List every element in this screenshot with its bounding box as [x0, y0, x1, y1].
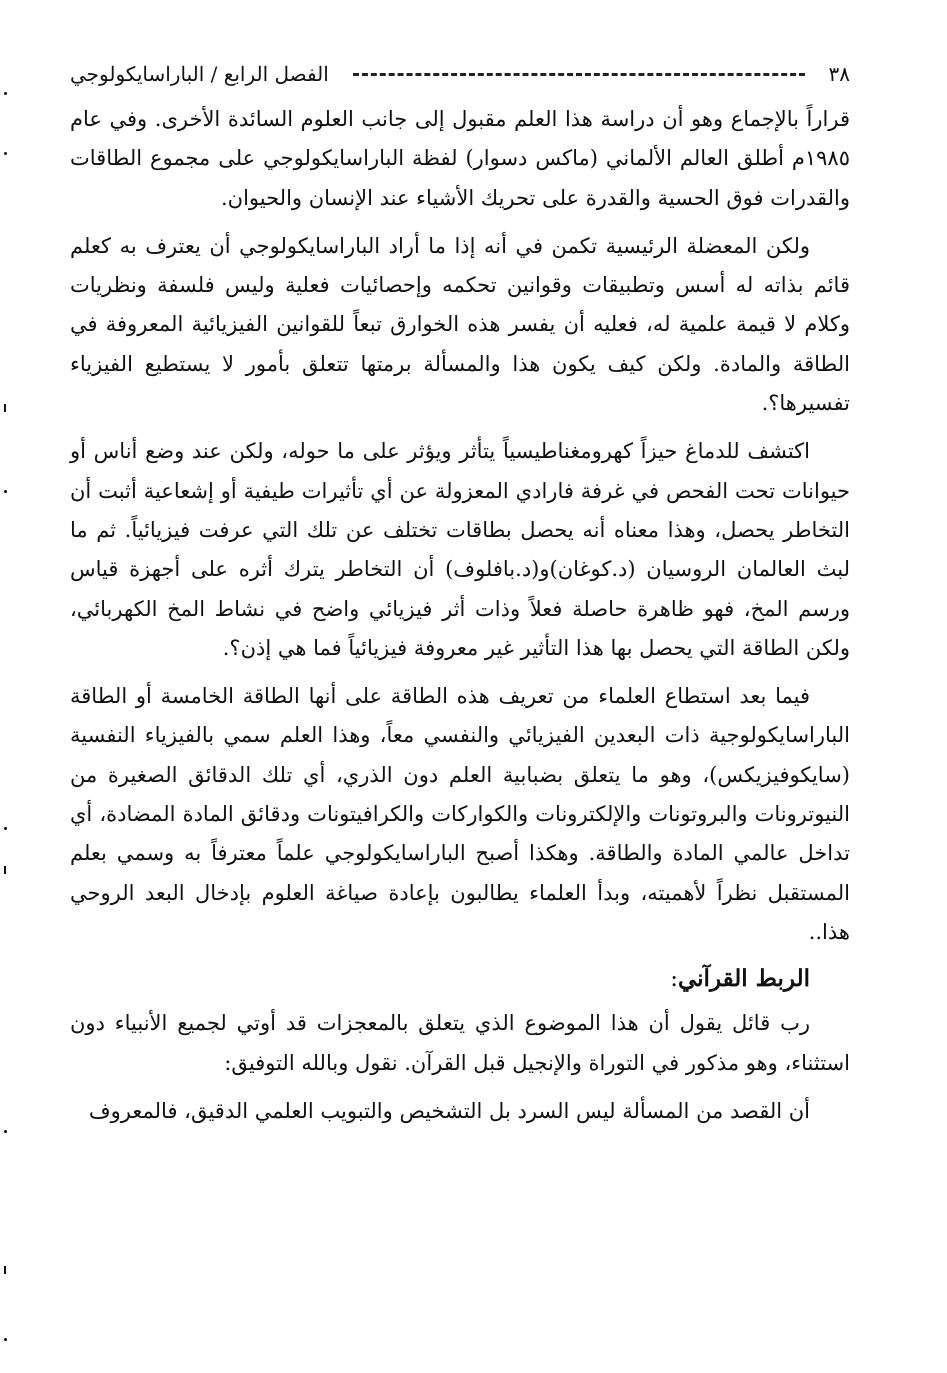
scan-edge-mark	[4, 1338, 7, 1341]
book-page	[70, 52, 850, 1352]
scan-edge-mark	[4, 1130, 7, 1133]
paragraph: اكتشف للدماغ حيزاً كهرومغناطيسياً يتأثر ويؤثر على ما حوله، ولكن عند وضع أناس أو حيوانات تحت الفحص في غرفة فارادي المعزولة عن أي تأثيرات طيفية أو إشعاعية أثبت أن التخاطر يحصل، وهذا معناه أنه يحصل بطاقات تختلف عن تلك التي عرفت فيزيائياً. ثم ما لبث العالمان الروسيان (د.كوغان)و(د.بافلوف) أن التخاطر يترك أثره على أجهزة قياس ورسم المخ، فهو ظاهرة حاصلة فعلاً وذات أثر فيزيائي واضح في نشاط المخ الكهربائي، ولكن الطاقة التي يحصل بها هذا التأثير غير معروفة فيزيائياً فما هي إذن؟.	[70, 439, 850, 660]
paragraph: رب قائل يقول أن هذا الموضوع الذي يتعلق بالمعجزات قد أوتي لجميع الأنبياء دون استثناء، وهو مذكور في التوراة والإنجيل قبل القرآن. نقول وبالله التوفيق:	[70, 1011, 850, 1075]
body-text	[70, 100, 850, 1131]
header-dashed-rule	[353, 73, 805, 76]
running-header	[70, 52, 850, 100]
scan-edge-mark	[4, 490, 7, 493]
scan-edge-mark	[4, 404, 6, 412]
scan-edge-mark	[4, 152, 7, 155]
paragraph-last: أن القصد من المسألة ليس السرد بل التشخيص والتبويب العلمي الدقيق، فالمعروف	[88, 1098, 810, 1123]
scan-edge-mark	[4, 866, 6, 874]
paragraph: فيما بعد استطاع العلماء من تعريف هذه الطاقة على أنها الطاقة الخامسة أو الطاقة الباراسايكولوجية ذات البعدين الفيزيائي والنفسي معاً، وهذا العلم سمي بالفيزياء النفسية (سايكوفيزيكس)، وهو ما يتعلق بضبابية العلم دون الذري، أي تلك الدقائق الصغيرة من النيوترونات والبروتونات والإلكترونات والكواركات والكرافيتونات ودقائق المادة المضادة، أي تداخل عالمي المادة والطاقة. وهكذا أصبح الباراسايكولوجي علماً معترفاً به وسمي بعلم المستقبل نظراً لأهميته، وبدأ العلماء يطالبون بإعادة صياغة العلوم بإدخال البعد الروحي هذا..	[70, 684, 850, 944]
paragraph-continuation: قراراً بالإجماع وهو أن دراسة هذا العلم مقبول إلى جانب العلوم السائدة الأخرى. وفي عام ١٩٨٥م أطلق العالم الألماني (ماكس دسوار) لفظة الباراسايكولوجي على مجموع الطاقات والقدرات فوق الحسية والقدرة على تحريك الأشياء عند الإنسان والحيوان.	[70, 107, 850, 210]
section-heading-text: الربط القرآني	[677, 965, 810, 993]
section-heading	[70, 960, 810, 998]
page-number: ٣٨	[828, 62, 850, 86]
scan-edge-mark	[4, 1266, 6, 1274]
chapter-title: الفصل الرابع / الباراسايكولوجي	[70, 62, 329, 86]
scan-edge-mark	[4, 92, 7, 95]
scan-edge-mark	[4, 827, 7, 830]
section-heading-colon: :	[670, 966, 678, 993]
paragraph: ولكن المعضلة الرئيسية تكمن في أنه إذا ما أراد الباراسايكولوجي أن يعترف به كعلم قائم بذاته له أسس وتطبيقات وقوانين تحكمه وإحصائيات فعلية وليس فلسفة ونظريات وكلام لا قيمة علمية له، فعليه أن يفسر هذه الخوارق تبعاً للقوانين الفيزيائية المعروفة في الطاقة والمادة. ولكن كيف يكون هذا والمسألة برمتها تتعلق بأمور لا يستطيع الفيزياء تفسيرها؟.	[70, 233, 850, 416]
